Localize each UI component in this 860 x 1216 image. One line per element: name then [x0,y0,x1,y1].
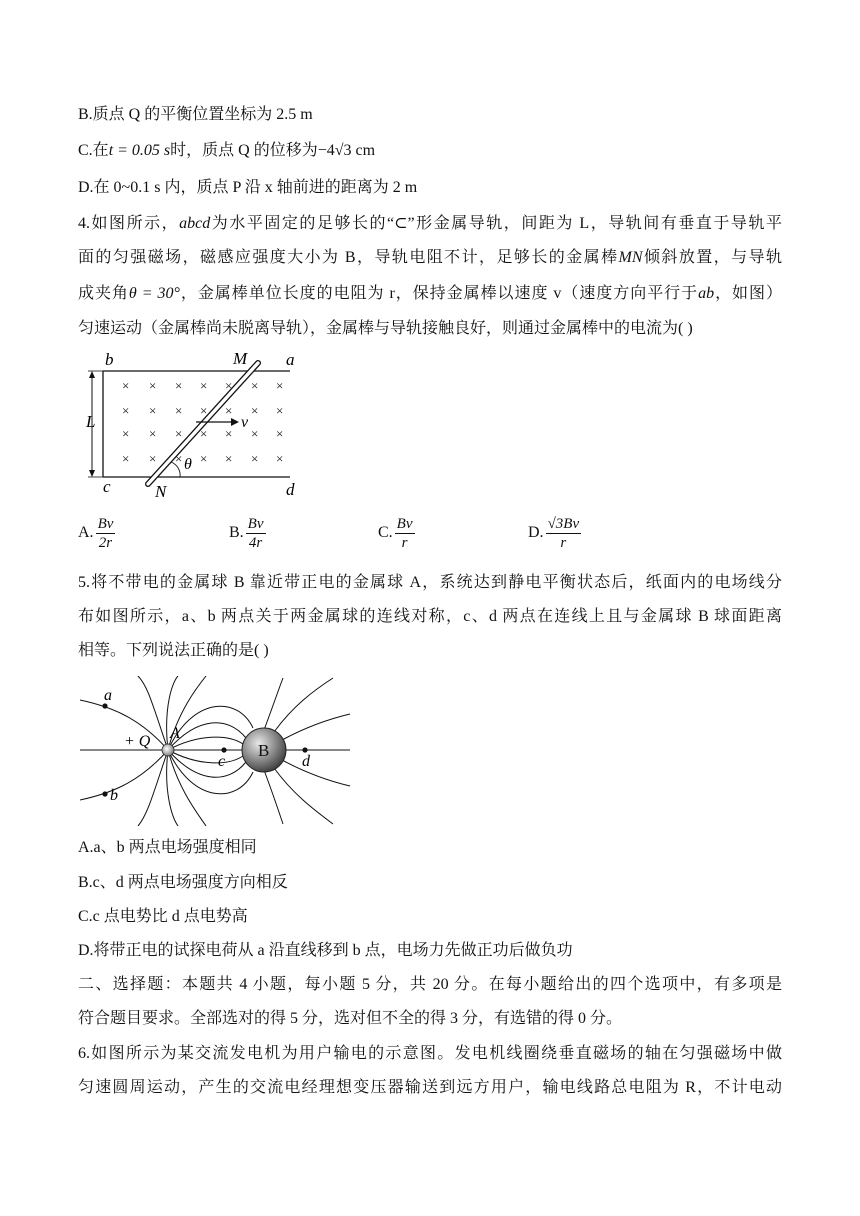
label-b: b [110,787,118,804]
label-theta: θ [184,456,192,473]
field-cross-icon: × [175,403,183,418]
field-cross-icon: × [276,451,284,466]
label-d: d [302,753,310,770]
q5-stem-line3: 相等。下列说法正确的是( ) [78,642,269,659]
label-c: c [103,477,111,496]
q6-stem-line1: 6.如图所示为某交流发电机为用户输电的示意图。发电机线圈绕垂直磁场的轴在匀强磁场中做 [78,1045,782,1062]
q4-stem-line2: 面的匀强磁场，磁感应强度大小为 B，导轨电阻不计，足够长的金属棒MN倾斜放置，与导轨 [78,249,782,266]
field-cross-icon: × [122,426,130,441]
field-cross-icon: × [122,378,130,393]
q4-stem-line4: 匀速运动（金属棒尚未脱离导轨），金属棒与导轨接触良好，则通过金属棒中的电流为( ) [78,320,693,337]
field-cross-icon: × [200,451,208,466]
field-cross-icon: × [122,451,130,466]
field-cross-icon: × [149,451,157,466]
field-cross-icon: × [200,403,208,418]
section2-line2: 符合题目要求。全部选对的得 5 分，选对但不全的得 3 分，有选错的得 0 分。 [78,1010,623,1027]
label-c: c [218,753,226,770]
field-cross-icon: × [200,378,208,393]
q4-option-c: C. $\frac{Bv}{r}$ [378,516,413,551]
point-c [221,747,226,752]
q5-option-b: B.c、d 两点电场强度方向相反 [78,874,288,891]
point-b [102,791,107,796]
label-v: v [241,414,249,431]
q3-option-c: C.在t = 0.05 s时，质点 Q 的位移为−4√3 cm [78,142,376,159]
q5-stem-line1: 5.将不带电的金属球 B 靠近带正电的金属球 A，系统达到静电平衡状态后，纸面内的电场线分 [78,574,782,591]
field-cross-icon: × [122,403,130,418]
q5-figure [78,676,353,826]
field-cross-icon: × [200,426,208,441]
point-d [302,747,307,752]
metal-ball-a [162,744,174,756]
q5-option-d: D.将带正电的试探电荷从 a 沿直线移到 b 点，电场力先做正功后做负功 [78,942,573,959]
field-cross-icon: × [251,426,259,441]
q4-option-d: D. $\frac{√3Bv}{r}$ [528,516,580,551]
label-b: b [105,350,114,369]
label-A: A [170,725,180,742]
field-cross-icon: × [251,378,259,393]
q6-stem-line2: 匀速圆周运动，产生的交流电经理想变压器输送到远方用户，输电线路总电阻为 R，不计电动 [78,1079,782,1096]
q4-figure [78,347,318,502]
label-d: d [286,480,295,499]
field-cross-icon: × [225,403,233,418]
q3-option-d: D.在 0~0.1 s 内，质点 P 沿 x 轴前进的距离为 2 m [78,179,418,196]
field-cross-icon: × [251,451,259,466]
q5-option-c: C.c 点电势比 d 点电势高 [78,908,248,925]
field-cross-icon: × [276,403,284,418]
label-a: a [286,350,295,369]
displacement-value: −4√3 cm [317,142,376,159]
field-cross-icon: × [175,426,183,441]
section2-line1: 二、选择题：本题共 4 小题，每小题 5 分，共 20 分。在每小题给出的四个选项中，有多项是 [78,976,782,993]
label-a: a [104,687,112,704]
q4-option-b: B. $\frac{Bv}{4r}$ [229,516,264,551]
field-cross-icon: × [149,378,157,393]
field-cross-icon: × [149,403,157,418]
field-cross-icon: × [225,451,233,466]
field-cross-icon: × [175,451,183,466]
q4-option-a: A. $\frac{Bv}{2r}$ [78,516,114,551]
field-cross-icon: × [225,426,233,441]
q5-option-a: A.a、b 两点电场强度相同 [78,839,257,856]
q4-stem-line1: 4.如图所示，abcd为水平固定的足够长的“⊂”形金属导轨，间距为 L，导轨间有垂直于导轨平 [78,215,782,232]
q5-stem-line2: 布如图所示，a、b 两点关于两金属球的连线对称，c、d 两点在连线上且与金属球 B 球面距离 [78,608,782,625]
point-a [102,703,107,708]
time-expression: t = 0.05 s [108,142,171,159]
field-cross-icon: × [251,403,259,418]
label-ball-B: B [258,741,270,760]
field-cross-icon: × [276,426,284,441]
field-cross-icon: × [225,378,233,393]
field-cross-icon: × [276,378,284,393]
field-cross-icon: × [175,378,183,393]
label-N: N [155,482,167,501]
label-L: L [86,412,96,431]
label-M: M [233,349,248,368]
label-Q: + Q [124,733,151,750]
q3-option-b: B.质点 Q 的平衡位置坐标为 2.5 m [78,106,313,123]
q4-stem-line3: 成夹角θ = 30°，金属棒单位长度的电阻为 r，保持金属棒以速度 v（速度方向平行于ab，如图） [78,285,782,302]
field-cross-icon: × [149,426,157,441]
